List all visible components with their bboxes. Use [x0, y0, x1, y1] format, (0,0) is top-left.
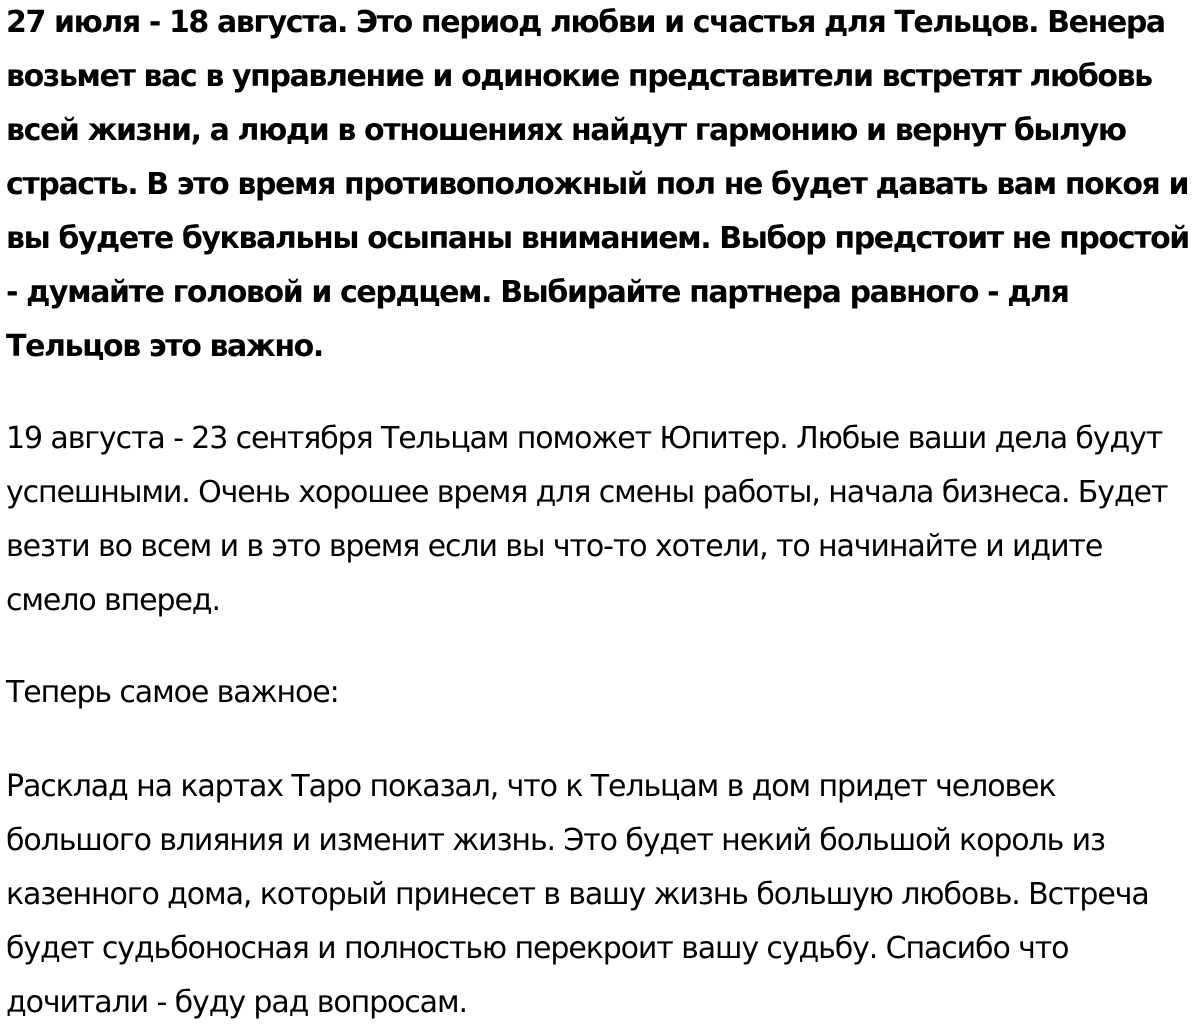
paragraph-jupiter-period: 19 августа - 23 сентября Тельцам поможет Юпитер. Любые ваши дела будут успешными. Очень хорошее время для смены работы, начала бизнеса. Будет везти во всем и в это время если вы что-то хотели, то начинайте и идите смело вперед.: [6, 421, 1168, 618]
paragraph-important-heading: Теперь самое важное:: [6, 675, 339, 710]
paragraph-tarot-reading: Расклад на картах Таро показал, что к Тельцам в дом придет человек большого влияния и изменит жизнь. Это будет некий большой король из казенного дома, который принесет в вашу жизнь большую любовь. Встреча будет судьбоносная и полностью перекроит вашу судьбу. Спасибо что дочитали - буду рад вопросам.: [6, 769, 1149, 1020]
paragraph-love-period: 27 июля - 18 августа. Это период любви и счастья для Тельцов. Венера возьмет вас в управление и одинокие представители встретят любовь всей жизни, а люди в отношениях найдут гармонию и вернут былую страсть. В это время противоположный пол не будет давать вам покоя и вы будете буквальны осыпаны вниманием. Выбор предстоит не простой - думайте головой и сердцем. Выбирайте партнера равного - для Тельцов это важно.: [6, 5, 1189, 364]
